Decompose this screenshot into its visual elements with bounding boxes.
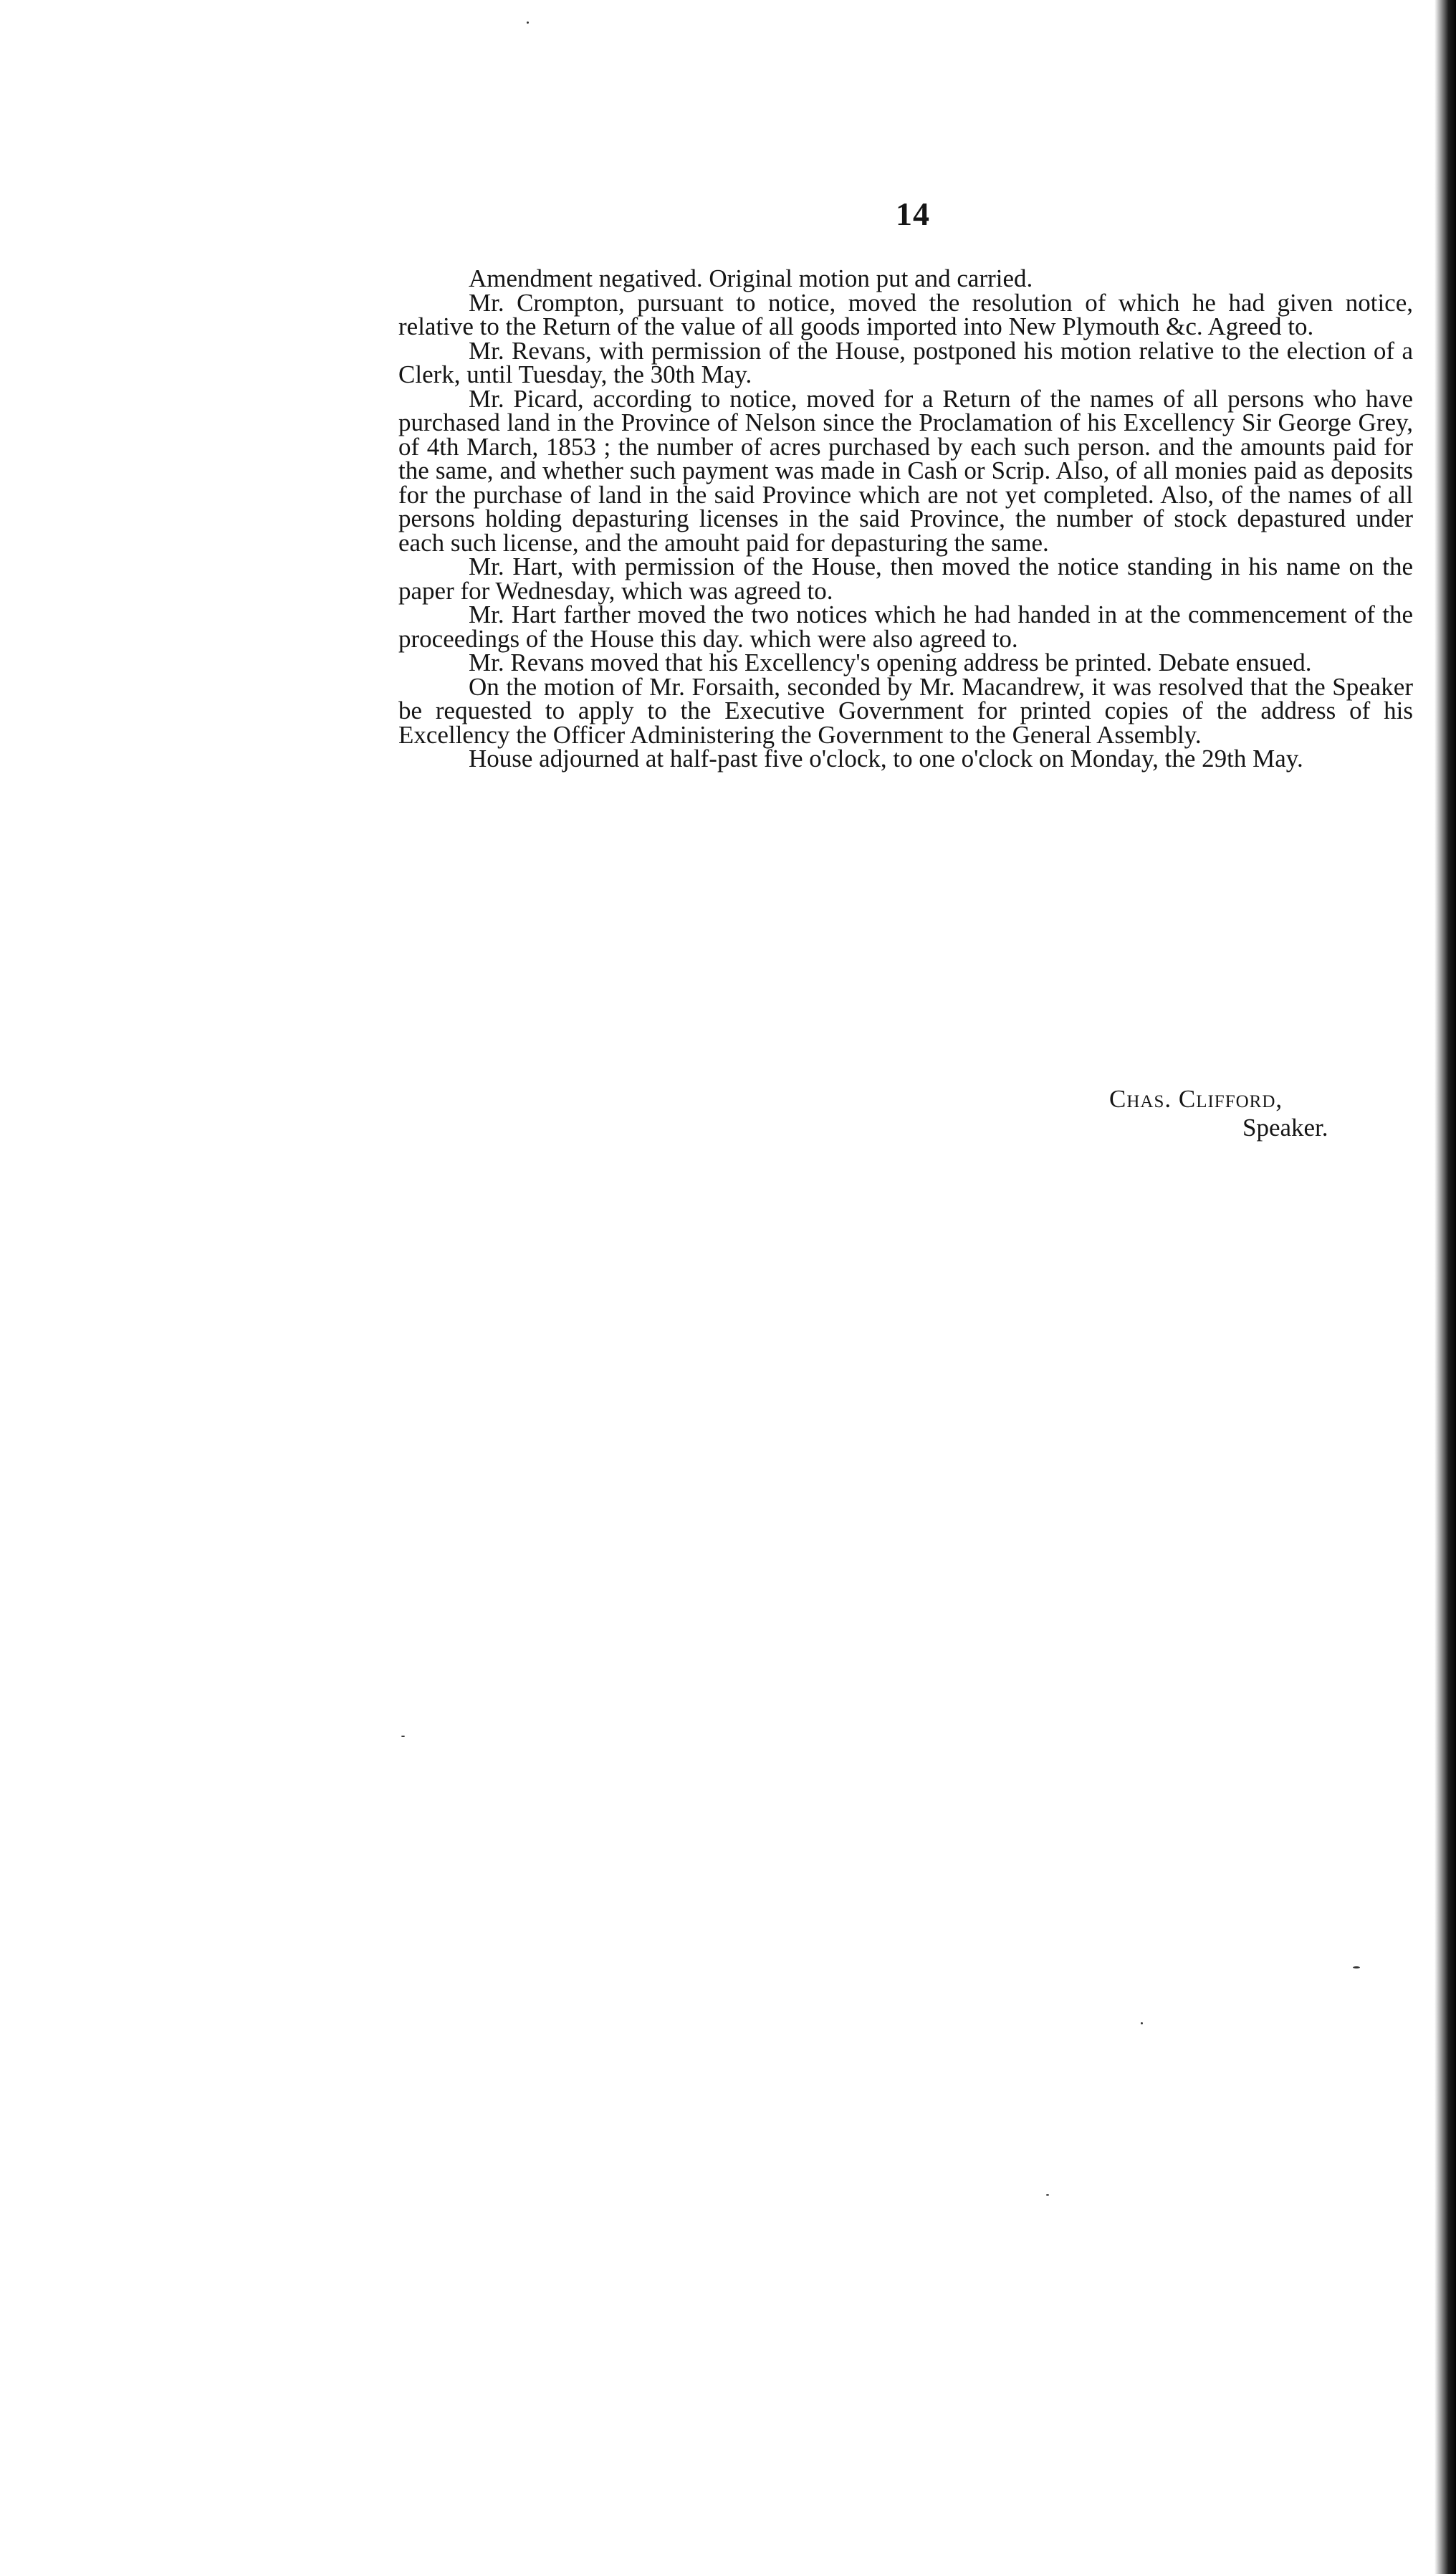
scan-speck xyxy=(1141,2022,1143,2024)
page-number: 14 xyxy=(896,196,930,232)
paragraph: Mr. Picard, according to notice, moved for a Return of the names of all persons who have purchased land in the Province of Nelson since the Proclamation of his Excellency Sir George Grey, of 4th March, 1853 ; the number of acres purchased by each such person. and the amounts paid for the same, and whether such payment was made in Cash or Scrip. Also, of all monies paid as deposits for the purchase of land in the said Province which are not yet completed. Also, of the names of all persons holding depasturing licenses in the said Province, the number of stock depastured under each such license, and the amouht paid for depasturing the same. xyxy=(398,384,1413,557)
scan-speck xyxy=(1353,1966,1360,1968)
signatory-name: Chas. Clifford, xyxy=(1109,1085,1283,1113)
paragraph: House adjourned at half-past five o'clock, to one o'clock on Monday, the 29th May. xyxy=(469,745,1303,772)
scan-speck xyxy=(527,21,529,24)
signatory-title: Speaker. xyxy=(1242,1114,1328,1142)
paragraph: Mr. Revans, with permission of the House, postponed his motion relative to the election of a Clerk, until Tuesday, the 30th May. xyxy=(398,336,1413,388)
paragraph: Amendment negatived. Original motion put and carried. xyxy=(469,264,1033,292)
scan-speck xyxy=(401,1736,405,1737)
paragraph: Mr. Hart farther moved the two notices which he had handed in at the commencement of the proceedings of the House this day. which were also agreed to. xyxy=(398,601,1413,653)
paragraph: Mr. Crompton, pursuant to notice, moved the resolution of which he had given notice, relative to the Return of the value of all goods imported into New Plymouth &c. Agreed to. xyxy=(398,288,1413,340)
body-text xyxy=(398,264,1413,772)
scan-speck xyxy=(1046,2194,1049,2196)
paragraph: Mr. Hart, with permission of the House, then moved the notice standing in his name on the paper for Wednesday, which was agreed to. xyxy=(398,552,1413,605)
signature-block xyxy=(1109,1085,1328,1142)
paragraph: On the motion of Mr. Forsaith, seconded by Mr. Macandrew, it was resolved that the Speaker be requested to apply to the Executive Government for printed copies of the address of his Excellency the Officer Administering the Government to the General Assembly. xyxy=(398,672,1413,749)
page-edge-shadow xyxy=(1435,0,1456,2574)
paragraph: Mr. Revans moved that his Excellency's opening address be printed. Debate ensued. xyxy=(469,649,1312,676)
